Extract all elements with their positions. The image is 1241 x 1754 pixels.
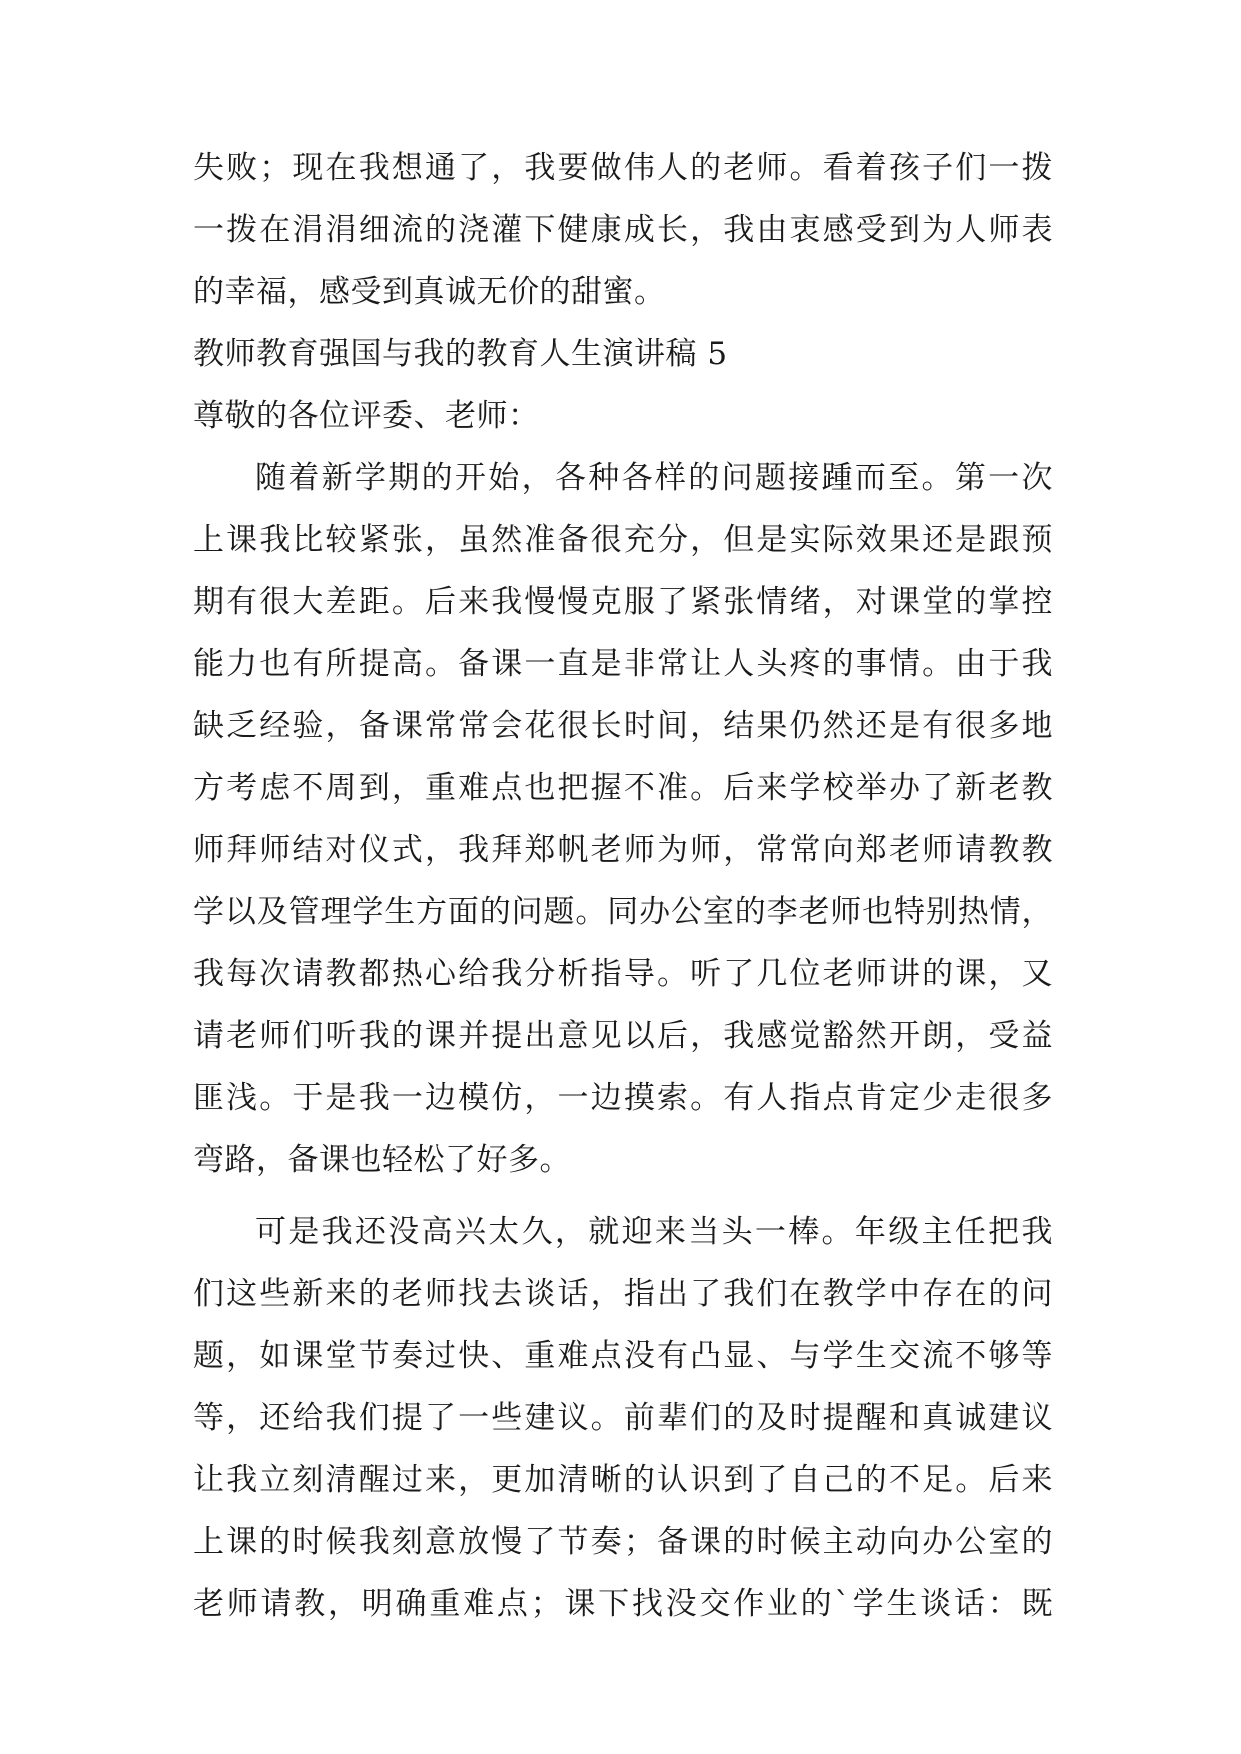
text-line: 上课的时候我刻意放慢了节奏；备课的时候主动向办公室的 <box>193 1524 1053 1560</box>
section-heading: 教师教育强国与我的教育人生演讲稿 5 <box>193 336 728 372</box>
text-line: 学以及管理学生方面的问题。同办公室的李老师也特别热情， <box>193 894 1053 930</box>
text-line: 弯路，备课也轻松了好多。 <box>193 1142 571 1178</box>
text-line: 我每次请教都热心给我分析指导。听了几位老师讲的课，又 <box>193 956 1053 992</box>
text-line: 们这些新来的老师找去谈话，指出了我们在教学中存在的问 <box>193 1276 1053 1312</box>
text-line: 师拜师结对仪式，我拜郑帆老师为师，常常向郑老师请教教 <box>193 832 1053 868</box>
text-line: 的幸福，感受到真诚无价的甜蜜。 <box>193 274 666 310</box>
text-line: 请老师们听我的课并提出意见以后，我感觉豁然开朗，受益 <box>193 1018 1053 1054</box>
text-line: 让我立刻清醒过来，更加清晰的认识到了自己的不足。后来 <box>193 1462 1053 1498</box>
text-line: 缺乏经验，备课常常会花很长时间，结果仍然还是有很多地 <box>193 708 1053 744</box>
text-line: 老师请教，明确重难点；课下找没交作业的`学生谈话：既 <box>193 1586 1053 1622</box>
text-line: 匪浅。于是我一边模仿，一边摸索。有人指点肯定少走很多 <box>193 1080 1053 1116</box>
salutation: 尊敬的各位评委、老师： <box>193 398 540 434</box>
text-line: 题，如课堂节奏过快、重难点没有凸显、与学生交流不够等 <box>193 1338 1053 1374</box>
text-line: 可是我还没高兴太久，就迎来当头一棒。年级主任把我 <box>255 1214 1053 1250</box>
text-line: 失败；现在我想通了，我要做伟人的老师。看着孩子们一拨 <box>193 150 1053 186</box>
text-line: 能力也有所提高。备课一直是非常让人头疼的事情。由于我 <box>193 646 1053 682</box>
text-line: 上课我比较紧张，虽然准备很充分，但是实际效果还是跟预 <box>193 522 1053 558</box>
text-line: 期有很大差距。后来我慢慢克服了紧张情绪，对课堂的掌控 <box>193 584 1053 620</box>
text-line: 方考虑不周到，重难点也把握不准。后来学校举办了新老教 <box>193 770 1053 806</box>
text-line: 等，还给我们提了一些建议。前辈们的及时提醒和真诚建议 <box>193 1400 1053 1436</box>
text-line: 随着新学期的开始，各种各样的问题接踵而至。第一次 <box>255 460 1053 496</box>
text-line: 一拨在涓涓细流的浇灌下健康成长，我由衷感受到为人师表 <box>193 212 1053 248</box>
